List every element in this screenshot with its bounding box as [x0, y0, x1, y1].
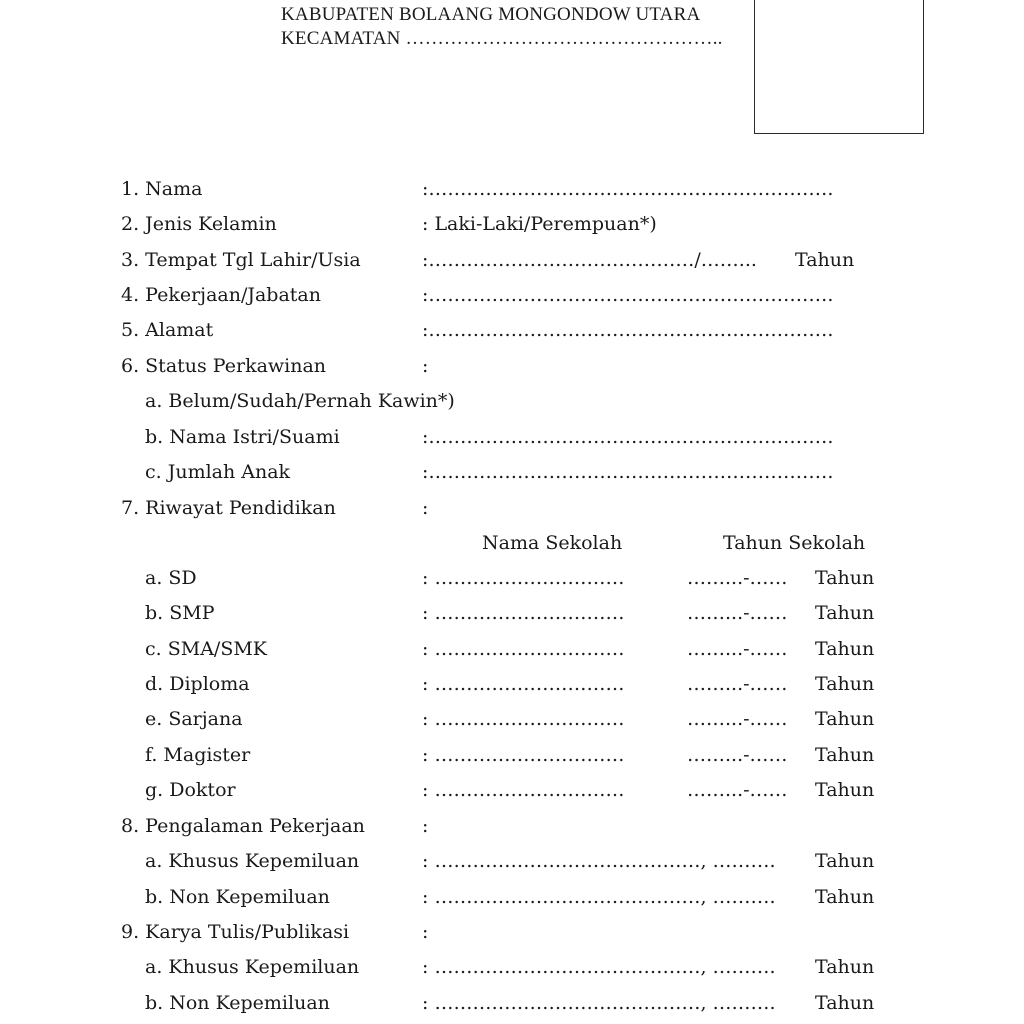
unit-label: Tahun [815, 602, 875, 625]
education-level: b. SMP [145, 602, 215, 625]
education-row [0, 673, 1024, 703]
unit-label: Tahun [795, 249, 855, 271]
children-blank[interactable]: :………………………………………………………. [422, 461, 834, 483]
school-name-blank[interactable]: : ………………………… [422, 637, 625, 660]
colon: : [422, 921, 429, 943]
education-level: c. SMA/SMK [145, 637, 267, 660]
publication-blank[interactable]: : ……………………………………, ………. [422, 992, 776, 1014]
education-level: a. SD [145, 567, 197, 589]
photo-box [754, 0, 924, 134]
field-alamat [0, 319, 1024, 349]
marital-option[interactable]: a. Belum/Sudah/Pernah Kawin*) [145, 390, 455, 412]
unit-label: Tahun [815, 778, 875, 801]
field-status-b [0, 426, 1024, 456]
school-year-blank[interactable]: ……...-…… [687, 672, 788, 695]
school-year-blank[interactable]: ……...-…… [687, 602, 788, 625]
experience-blank[interactable]: : ……………………………………, ………. [422, 850, 776, 872]
experience-blank[interactable]: : ……………………………………, ………. [422, 886, 776, 908]
education-row [0, 567, 1024, 597]
education-level: d. Diploma [145, 672, 250, 695]
unit-label: Tahun [815, 637, 875, 660]
gender-value[interactable]: : Laki-Laki/Perempuan*) [422, 213, 657, 235]
field-label: b. Non Kepemiluan [145, 992, 330, 1014]
field-label: 6. Status Perkawinan [121, 355, 327, 377]
school-year-blank[interactable]: ……...-…… [687, 567, 788, 589]
field-pendidikan [0, 497, 1024, 527]
school-name-blank[interactable]: : ………………………… [422, 567, 625, 589]
school-name-blank[interactable]: : ………………………… [422, 602, 625, 625]
field-label: 2. Jenis Kelamin [121, 213, 277, 235]
unit-label: Tahun [815, 886, 875, 908]
field-label: a. Khusus Kepemiluan [145, 956, 360, 978]
field-label: 9. Karya Tulis/Publikasi [121, 921, 350, 943]
field-status-c [0, 461, 1024, 491]
field-label: c. Jumlah Anak [145, 461, 291, 483]
education-level: f. Magister [145, 743, 251, 766]
unit-label: Tahun [815, 850, 875, 872]
experience-row [0, 886, 1024, 916]
school-year-blank[interactable]: ……...-…… [687, 778, 788, 801]
education-col-headers [0, 532, 1024, 562]
experience-row [0, 850, 1024, 880]
field-status [0, 355, 1024, 385]
publication-row [0, 956, 1024, 986]
unit-label: Tahun [815, 672, 875, 695]
district-line: KECAMATAN ………………………………………….. [281, 28, 723, 49]
school-name-blank[interactable]: : ………………………… [422, 672, 625, 695]
school-year-blank[interactable]: ……...-…… [687, 637, 788, 660]
education-row [0, 779, 1024, 809]
unit-label: Tahun [815, 743, 875, 766]
unit-label: Tahun [815, 708, 875, 731]
education-level: e. Sarjana [145, 708, 243, 731]
education-row [0, 602, 1024, 632]
job-blank[interactable]: :………………………………………………………. [422, 284, 834, 306]
col-header-school: Nama Sekolah [482, 532, 623, 554]
field-label: 4. Pekerjaan/Jabatan [121, 284, 322, 306]
colon: : [422, 815, 429, 837]
school-name-blank[interactable]: : ………………………… [422, 708, 625, 731]
colon: : [422, 497, 429, 519]
regency-title: KABUPATEN BOLAANG MONGONDOW UTARA [281, 4, 701, 25]
school-name-blank[interactable]: : ………………………… [422, 778, 625, 801]
publication-blank[interactable]: : ……………………………………, ………. [422, 956, 776, 978]
field-label: 5. Alamat [121, 319, 214, 341]
unit-label: Tahun [815, 956, 875, 978]
field-label: a. Khusus Kepemiluan [145, 850, 360, 872]
field-karya [0, 921, 1024, 951]
field-pekerjaan [0, 284, 1024, 314]
colon: : [422, 355, 429, 377]
school-year-blank[interactable]: ……...-…… [687, 743, 788, 766]
field-pengalaman [0, 815, 1024, 845]
field-nama [0, 178, 1024, 208]
field-label: 8. Pengalaman Pekerjaan [121, 815, 365, 837]
field-label: 1. Nama [121, 178, 203, 200]
col-header-year: Tahun Sekolah [723, 532, 866, 554]
address-blank[interactable]: :………………………………………………………. [422, 319, 834, 341]
school-year-blank[interactable]: ……...-…… [687, 708, 788, 731]
field-label: b. Non Kepemiluan [145, 886, 330, 908]
field-label: 3. Tempat Tgl Lahir/Usia [121, 249, 361, 271]
spouse-blank[interactable]: :………………………………………………………. [422, 426, 834, 448]
unit-label: Tahun [815, 567, 875, 589]
school-name-blank[interactable]: : ………………………… [422, 743, 625, 766]
field-ttl [0, 249, 1024, 279]
birth-blank[interactable]: :……………………………………/……... [422, 249, 757, 271]
education-row [0, 708, 1024, 738]
education-row [0, 638, 1024, 668]
field-label: 7. Riwayat Pendidikan [121, 497, 336, 519]
education-row [0, 744, 1024, 774]
field-jenis-kelamin [0, 213, 1024, 243]
field-status-a [0, 390, 1024, 420]
education-level: g. Doktor [145, 778, 236, 801]
unit-label: Tahun [815, 992, 875, 1014]
field-label: b. Nama Istri/Suami [145, 426, 340, 448]
name-blank[interactable]: :………………………………………………………. [422, 178, 834, 200]
publication-row [0, 992, 1024, 1022]
